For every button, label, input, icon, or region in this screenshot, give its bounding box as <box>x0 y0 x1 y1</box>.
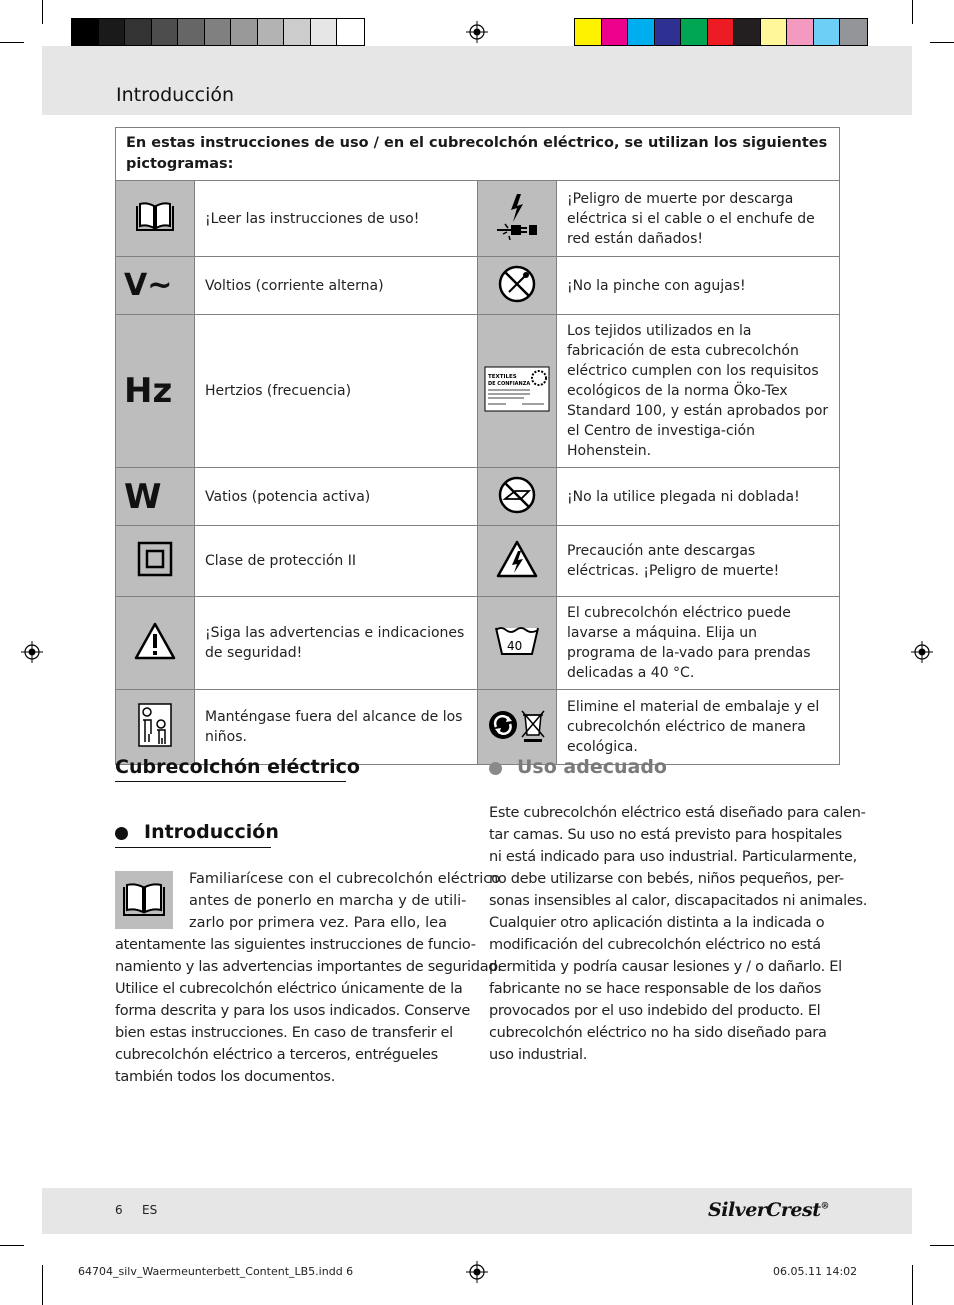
crop-mark <box>912 1265 913 1305</box>
svg-text:40: 40 <box>507 639 523 653</box>
book-icon <box>115 871 173 929</box>
pictogram-text: ¡No la pinche con agujas! <box>557 257 840 315</box>
wash-40-icon <box>478 597 557 690</box>
text-line: fabricante no se hace responsable de los daños <box>489 981 822 997</box>
watts-symbol: W <box>116 468 195 526</box>
table-row <box>116 257 840 315</box>
pictogram-text: ¡Peligro de muerte por descarga eléctrica si el cable o el enchufe de red están dañados! <box>557 181 840 257</box>
volts-ac-symbol: V~ <box>116 257 195 315</box>
color-swatch <box>284 19 311 45</box>
brand-logo: SilverCrest® <box>708 1199 829 1221</box>
color-swatch <box>840 19 867 45</box>
color-swatch <box>152 19 179 45</box>
text-line: zarlo por primera vez. Para ello, lea <box>189 915 447 931</box>
crop-mark <box>0 1245 24 1246</box>
pictogram-text: Voltios (corriente alterna) <box>195 257 478 315</box>
hertz-symbol: Hz <box>116 315 195 468</box>
text-line: también todos los documentos. <box>115 1069 336 1085</box>
color-swatch <box>628 19 655 45</box>
text-line: modificación del cubrecolchón eléctrico no está <box>489 937 821 953</box>
section-underline <box>115 781 346 782</box>
pictogram-text: El cubrecolchón eléctrico puede lavarse a máquina. Elija un programa de la-vado para prendas delicadas a 40 °C. <box>557 597 840 690</box>
crop-mark <box>42 0 43 24</box>
color-swatch <box>72 19 99 45</box>
color-swatch <box>258 19 285 45</box>
crop-mark <box>912 0 913 24</box>
pictogram-text: Clase de protección II <box>195 526 478 597</box>
text-line: permitida y podría causar lesiones y / o dañarlo. El <box>489 959 842 975</box>
text-line: no debe utilizarse con bebés, niños pequeños, per- <box>489 871 844 887</box>
slug-date: 06.05.11 14:02 <box>773 1265 858 1278</box>
color-swatch <box>178 19 205 45</box>
color-swatch <box>337 19 364 45</box>
recycling-icon <box>478 690 557 765</box>
page-number: 6 <box>115 1203 123 1217</box>
bullet-icon <box>489 762 502 775</box>
color-swatch <box>734 19 761 45</box>
text-line: Cualquier otro aplicación distinta a la indicada o <box>489 915 825 931</box>
crop-mark <box>930 42 954 43</box>
text-line: ni está indicado para uso industrial. Particularmente, <box>489 849 857 865</box>
pictogram-text: Hertzios (frecuencia) <box>195 315 478 468</box>
svg-text:DE CONFIANZA: DE CONFIANZA <box>488 381 531 387</box>
pictogram-text: Vatios (potencia activa) <box>195 468 478 526</box>
table-row <box>116 181 840 257</box>
text-line: Utilice el cubrecolchón eléctrico únicamente de la <box>115 981 463 997</box>
crop-mark <box>42 1265 43 1305</box>
section-underline <box>115 847 271 848</box>
crop-mark <box>930 1245 954 1246</box>
usage-section-title: Uso adecuado <box>517 756 667 778</box>
color-swatch <box>125 19 152 45</box>
language-code: ES <box>142 1203 158 1217</box>
text-line: antes de ponerlo en marcha y de utili- <box>189 893 467 909</box>
oeko-tex-label-icon <box>478 315 557 468</box>
pictogram-text: ¡No la utilice plegada ni doblada! <box>557 468 840 526</box>
book-icon <box>116 181 195 257</box>
text-line: sonas insensibles al calor, discapacitados ni animales. <box>489 893 868 909</box>
product-section-title: Cubrecolchón eléctrico <box>115 756 360 778</box>
page-title: Introducción <box>116 84 235 106</box>
text-line: tar camas. Su uso no está previsto para hospitales <box>489 827 842 843</box>
color-swatch <box>311 19 338 45</box>
bullet-icon <box>115 827 128 840</box>
protection-class-ii-icon <box>116 526 195 597</box>
no-pins-icon <box>478 257 557 315</box>
keep-away-from-children-icon <box>116 690 195 765</box>
slug-filename: 64704_silv_Waermeunterbett_Content_LB5.indd 6 <box>78 1265 354 1278</box>
warning-icon <box>116 597 195 690</box>
grayscale-color-bar <box>71 18 365 46</box>
color-swatch <box>99 19 126 45</box>
color-swatch <box>231 19 258 45</box>
color-swatch <box>575 19 602 45</box>
table-row <box>116 468 840 526</box>
intro-lead-paragraph <box>189 868 500 934</box>
header-band <box>42 46 912 115</box>
electric-plug-hazard-icon <box>478 181 557 257</box>
text-line: uso industrial. <box>489 1047 588 1063</box>
intro-body-paragraph <box>115 934 502 1088</box>
color-swatch <box>814 19 841 45</box>
pictogram-table-intro: En estas instrucciones de uso / en el cubrecolchón eléctrico, se utilizan los siguientes pictogramas: <box>116 128 840 181</box>
table-row <box>116 597 840 690</box>
svg-text:TEXTILES: TEXTILES <box>488 374 517 380</box>
high-voltage-warning-icon <box>478 526 557 597</box>
text-line: namiento y las advertencias importantes de seguridad. <box>115 959 502 975</box>
text-line: forma descrita y para los usos indicados. Conserve <box>115 1003 470 1019</box>
color-swatch <box>681 19 708 45</box>
registration-mark-icon <box>466 1261 488 1283</box>
pictogram-text: ¡Siga las advertencias e indicaciones de seguridad! <box>195 597 478 690</box>
color-swatch <box>602 19 629 45</box>
color-swatch <box>655 19 682 45</box>
intro-section-title: Introducción <box>144 821 279 843</box>
registration-mark-icon <box>21 641 43 663</box>
text-line: atentamente las siguientes instrucciones de funcio- <box>115 937 476 953</box>
text-line: cubrecolchón eléctrico a terceros, entrégueles <box>115 1047 438 1063</box>
no-folding-icon <box>478 468 557 526</box>
pictogram-text: Los tejidos utilizados en la fabricación de esta cubrecolchón eléctrico cumplen con los requisitos ecológicos de la norma Öko-Tex Standard 100, y están aprobados por el Centro de investiga-ción Hohenstein. <box>557 315 840 468</box>
text-line: Este cubrecolchón eléctrico está diseñado para calen- <box>489 805 866 821</box>
crop-mark <box>0 42 24 43</box>
registration-mark-icon <box>911 641 933 663</box>
usage-paragraph <box>489 802 867 1066</box>
text-line: Familiarícese con el cubrecolchón eléctrico <box>189 871 501 887</box>
text-line: bien estas instrucciones. En caso de transferir el <box>115 1025 453 1041</box>
color-swatch <box>708 19 735 45</box>
text-line: provocados por el uso indebido del producto. El <box>489 1003 821 1019</box>
color-swatch <box>787 19 814 45</box>
pictogram-text: Precaución ante descargas eléctricas. ¡Peligro de muerte! <box>557 526 840 597</box>
pictogram-text: Elimine el material de embalaje y el cubrecolchón eléctrico de manera ecológica. <box>557 690 840 765</box>
color-swatch <box>761 19 788 45</box>
table-row <box>116 526 840 597</box>
table-row <box>116 315 840 468</box>
process-color-bar <box>574 18 868 46</box>
table-row <box>116 690 840 765</box>
registration-mark-icon <box>466 21 488 43</box>
pictogram-table <box>115 127 840 765</box>
pictogram-text: ¡Leer las instrucciones de uso! <box>195 181 478 257</box>
pictogram-text: Manténgase fuera del alcance de los niños. <box>195 690 478 765</box>
color-swatch <box>205 19 232 45</box>
text-line: cubrecolchón eléctrico no ha sido diseñado para <box>489 1025 827 1041</box>
